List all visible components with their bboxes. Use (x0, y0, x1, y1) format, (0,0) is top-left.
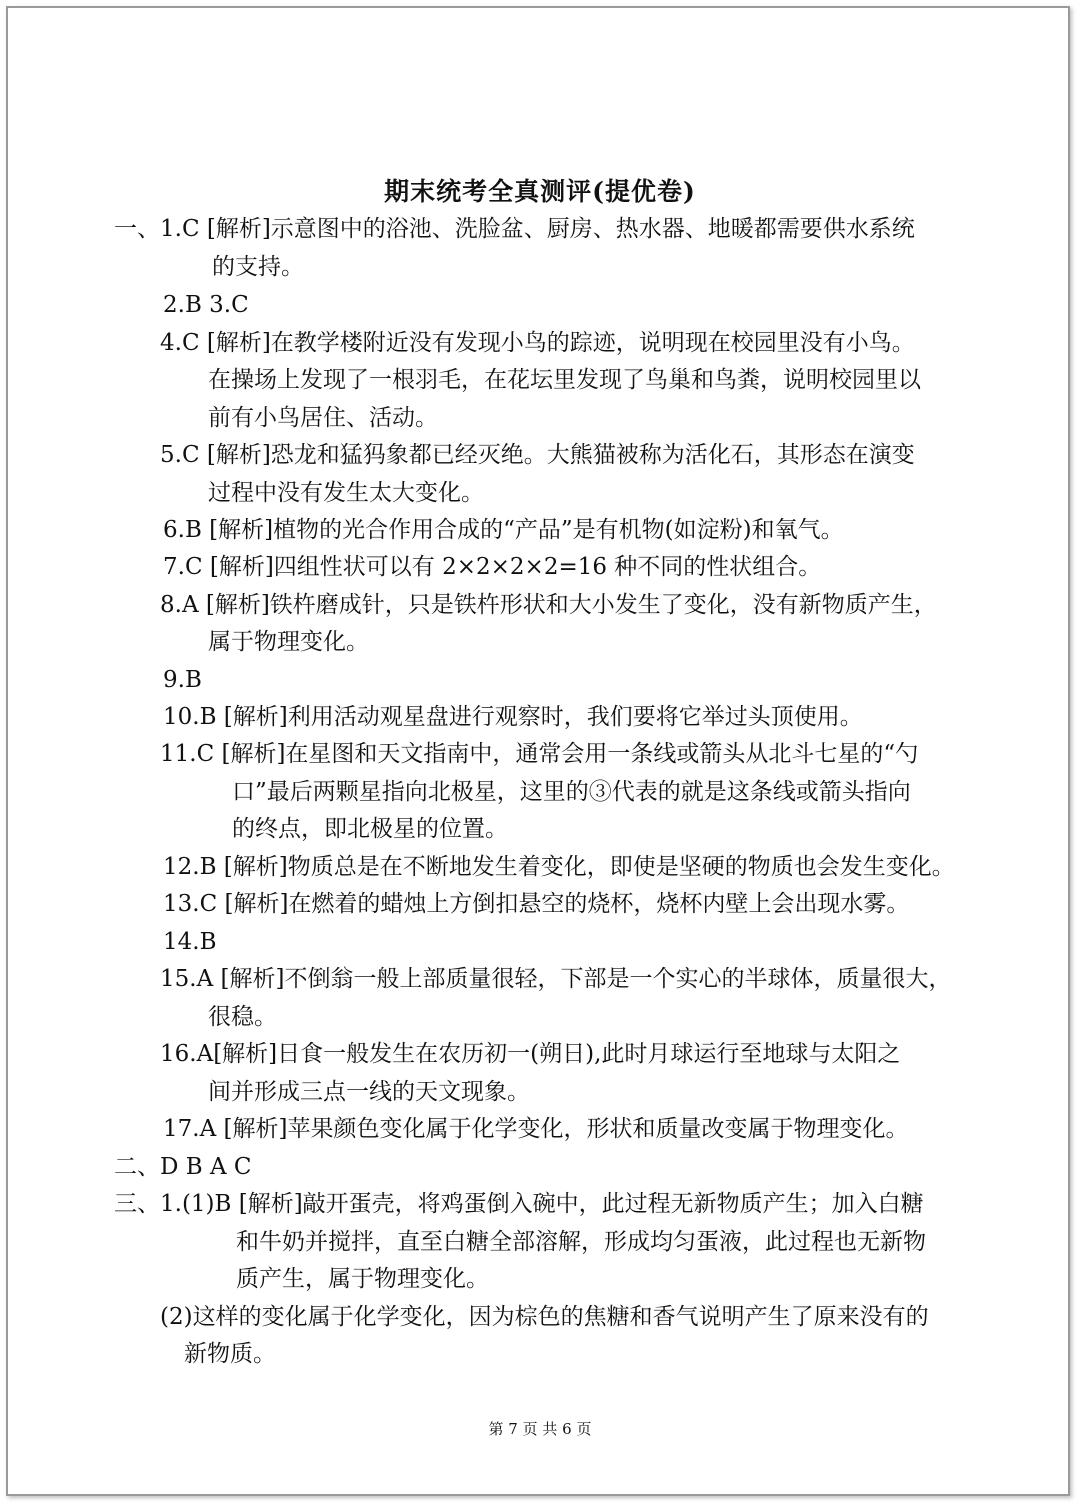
answer-line: 4.C [解析]在教学楼附近没有发现小鸟的踪迹，说明现在校园里没有小鸟。 (160, 330, 915, 356)
answer-line: 6.B [解析]植物的光合作用合成的“产品”是有机物(如淀粉)和氧气。 (163, 517, 844, 543)
answer-line: 12.B [解析]物质总是在不断地发生着变化，即使是坚硬的物质也会发生变化。 (163, 854, 955, 880)
answer-line: 质产生，属于物理变化。 (236, 1266, 489, 1292)
answer-line: 的支持。 (212, 254, 304, 280)
answer-line: 2.B 3.C (163, 292, 249, 318)
answer-line: 很稳。 (208, 1004, 277, 1030)
page-number: 第 7 页 共 6 页 (488, 1420, 592, 1438)
answer-line: 新物质。 (184, 1341, 276, 1367)
answer-line: 14.B (163, 929, 217, 955)
answer-line: 三、1.(1)B [解析]敲开蛋壳，将鸡蛋倒入碗中，此过程无新物质产生；加入白糖 (114, 1191, 924, 1217)
answer-line: 前有小鸟居住、活动。 (208, 405, 438, 431)
answer-line: 口”最后两颗星指向北极星，这里的③代表的就是这条线或箭头指向 (232, 779, 911, 805)
answer-line: 7.C [解析]四组性状可以有 2×2×2×2=16 种不同的性状组合。 (163, 554, 822, 580)
answer-line: 16.A[解析]日食一般发生在农历初一(朔日),此时月球运行至地球与太阳之 (160, 1041, 901, 1067)
answer-line: 一、1.C [解析]示意图中的浴池、洗脸盆、厨房、热水器、地暖都需要供水系统 (114, 216, 915, 242)
answer-line: 过程中没有发生太大变化。 (208, 480, 484, 506)
answer-line: (2)这样的变化属于化学变化，因为棕色的焦糖和香气说明产生了原来没有的 (160, 1304, 929, 1330)
answer-line: 5.C [解析]恐龙和猛犸象都已经灭绝。大熊猫被称为活化石，其形态在演变 (160, 442, 915, 468)
answer-line: 的终点，即北极星的位置。 (232, 816, 508, 842)
page-title: 期末统考全真测评(提优卷) (384, 177, 696, 206)
answer-line: 间并形成三点一线的天文现象。 (208, 1079, 530, 1105)
answer-line: 在操场上发现了一根羽毛，在花坛里发现了鸟巢和鸟粪，说明校园里以 (208, 367, 921, 393)
answer-line: 17.A [解析]苹果颜色变化属于化学变化，形状和质量改变属于物理变化。 (163, 1116, 909, 1142)
answer-line: 10.B [解析]利用活动观星盘进行观察时，我们要将它举过头顶使用。 (163, 704, 863, 730)
answer-line: 8.A [解析]铁杵磨成针，只是铁杵形状和大小发生了变化，没有新物质产生， (160, 592, 937, 618)
answer-line: 9.B (163, 667, 202, 693)
answer-line: 15.A [解析]不倒翁一般上部质量很轻，下部是一个实心的半球体，质量很大， (160, 966, 952, 992)
answer-line: 13.C [解析]在燃着的蜡烛上方倒扣悬空的烧杯，烧杯内壁上会出现水雾。 (163, 891, 910, 917)
answer-line: 和牛奶并搅拌，直至白糖全部溶解，形成均匀蛋液，此过程也无新物 (236, 1229, 926, 1255)
answer-line: 二、D B A C (114, 1154, 252, 1180)
answer-line: 11.C [解析]在星图和天文指南中，通常会用一条线或箭头从北斗七星的“勺 (160, 741, 919, 767)
answer-line: 属于物理变化。 (208, 629, 369, 655)
